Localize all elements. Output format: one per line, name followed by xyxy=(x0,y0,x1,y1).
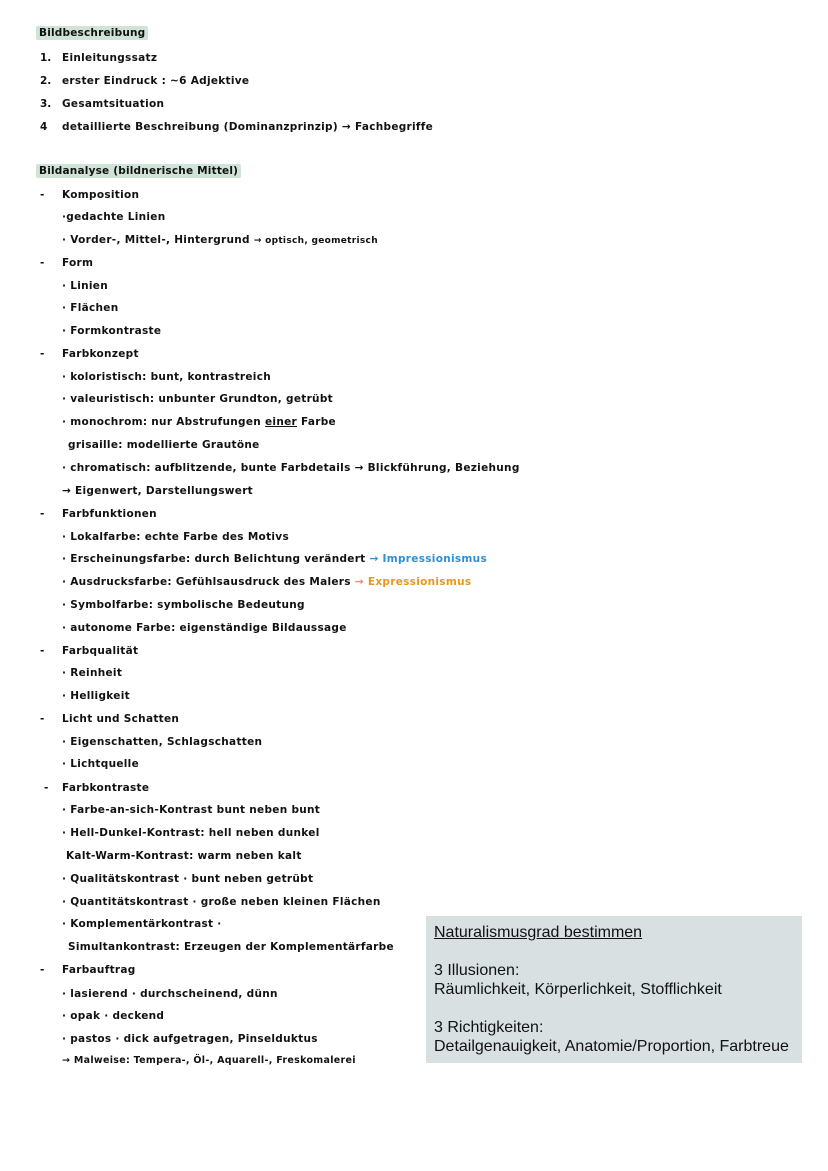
dash-bullet: - xyxy=(40,348,45,360)
list-item-text: · Erscheinungsfarbe: durch Belichtung verändert xyxy=(62,553,366,565)
topic-farbauftrag: Farbauftrag xyxy=(62,964,136,976)
list-item: · lasierend · durchscheinend, dünn xyxy=(62,988,278,1000)
list-number: 3. xyxy=(40,98,52,110)
list-item: · chromatisch: aufblitzende, bunte Farbdetails → Blickführung, Beziehung xyxy=(62,462,520,474)
topic-farbkonzept: Farbkonzept xyxy=(62,348,139,360)
list-item: detaillierte Beschreibung (Dominanzprinzip) → Fachbegriffe xyxy=(62,121,434,133)
dash-bullet: - xyxy=(40,189,45,201)
list-item-text: Farbe xyxy=(297,416,336,428)
list-item: · Linien xyxy=(62,280,109,292)
list-item: ·gedachte Linien xyxy=(62,211,166,223)
underlined-word: einer xyxy=(265,416,298,428)
list-item: · Symbolfarbe: symbolische Bedeutung xyxy=(62,599,305,611)
illusionen-heading: 3 Illusionen: xyxy=(434,962,520,979)
topic-komposition: Komposition xyxy=(62,189,140,201)
list-item: · Formkontraste xyxy=(62,325,162,337)
list-item xyxy=(62,553,487,565)
list-item: · Reinheit xyxy=(62,667,123,679)
list-item: grisaille: modellierte Grautöne xyxy=(68,439,260,451)
dash-bullet: - xyxy=(40,713,45,725)
impressionismus-note: → Impressionismus xyxy=(369,553,488,565)
section-heading-bildbeschreibung: Bildbeschreibung xyxy=(36,26,148,40)
box-title: Naturalismusgrad bestimmen xyxy=(434,924,643,941)
topic-licht-und-schatten: Licht und Schatten xyxy=(62,713,180,725)
list-item: → Malweise: Tempera-, Öl-, Aquarell-, Freskomalerei xyxy=(62,1055,356,1066)
list-item-text: · Vorder-, Mittel-, Hintergrund xyxy=(62,234,250,246)
expressionismus-note: → Expressionismus xyxy=(354,576,472,588)
list-item xyxy=(62,416,336,428)
list-item-text: · monochrom: nur Abstrufungen xyxy=(62,416,266,428)
list-item: · autonome Farbe: eigenständige Bildaussage xyxy=(62,622,347,634)
list-number: 2. xyxy=(40,75,52,87)
list-item: → Eigenwert, Darstellungswert xyxy=(62,485,254,497)
dash-bullet: - xyxy=(44,782,49,794)
list-item: · koloristisch: bunt, kontrastreich xyxy=(62,371,271,383)
list-item: · Komplementärkontrast · xyxy=(62,918,222,930)
list-item: · Lokalfarbe: echte Farbe des Motivs xyxy=(62,531,289,543)
list-item: · opak · deckend xyxy=(62,1010,165,1022)
naturalismusgrad-box xyxy=(426,916,802,1063)
list-item xyxy=(62,576,471,588)
richtigkeiten-heading: 3 Richtigkeiten: xyxy=(434,1019,544,1036)
section-heading-bildanalyse: Bildanalyse (bildnerische Mittel) xyxy=(36,164,241,178)
list-item: · Hell-Dunkel-Kontrast: hell neben dunkel xyxy=(62,827,320,839)
list-item: · Quantitätskontrast · große neben kleinen Flächen xyxy=(62,896,381,908)
list-item: Simultankontrast: Erzeugen der Komplementärfarbe xyxy=(68,941,394,953)
list-item: erster Eindruck : ~6 Adjektive xyxy=(62,75,250,87)
list-item: · pastos · dick aufgetragen, Pinselduktus xyxy=(62,1033,318,1045)
list-item-text: · Ausdrucksfarbe: Gefühlsausdruck des Malers xyxy=(62,576,351,588)
list-item: · Lichtquelle xyxy=(62,758,139,770)
list-item: · Qualitätskontrast · bunt neben getrübt xyxy=(62,873,314,885)
list-number: 1. xyxy=(40,52,52,64)
list-item-note: → optisch, geometrisch xyxy=(253,236,378,246)
topic-farbkontraste: Farbkontraste xyxy=(62,782,150,794)
list-item: Einleitungssatz xyxy=(62,52,158,64)
list-item: Gesamtsituation xyxy=(62,98,165,110)
illusionen-list: Räumlichkeit, Körperlichkeit, Stofflichkeit xyxy=(434,981,722,998)
dash-bullet: - xyxy=(40,645,45,657)
list-item xyxy=(62,234,378,246)
dash-bullet: - xyxy=(40,257,45,269)
dash-bullet: - xyxy=(40,964,45,976)
list-item: · Helligkeit xyxy=(62,690,130,702)
topic-farbfunktionen: Farbfunktionen xyxy=(62,508,157,520)
list-item: · Flächen xyxy=(62,302,119,314)
list-item: · Farbe-an-sich-Kontrast bunt neben bunt xyxy=(62,804,321,816)
list-item: · Eigenschatten, Schlagschatten xyxy=(62,736,263,748)
list-item: Kalt-Warm-Kontrast: warm neben kalt xyxy=(66,850,302,862)
dash-bullet: - xyxy=(40,508,45,520)
list-item: · valeuristisch: unbunter Grundton, getrübt xyxy=(62,393,333,405)
richtigkeiten-list: Detailgenauigkeit, Anatomie/Proportion, Farbtreue xyxy=(434,1038,789,1055)
topic-farbqualitaet: Farbqualität xyxy=(62,645,139,657)
list-number: 4 xyxy=(40,121,48,133)
topic-form: Form xyxy=(62,257,94,269)
